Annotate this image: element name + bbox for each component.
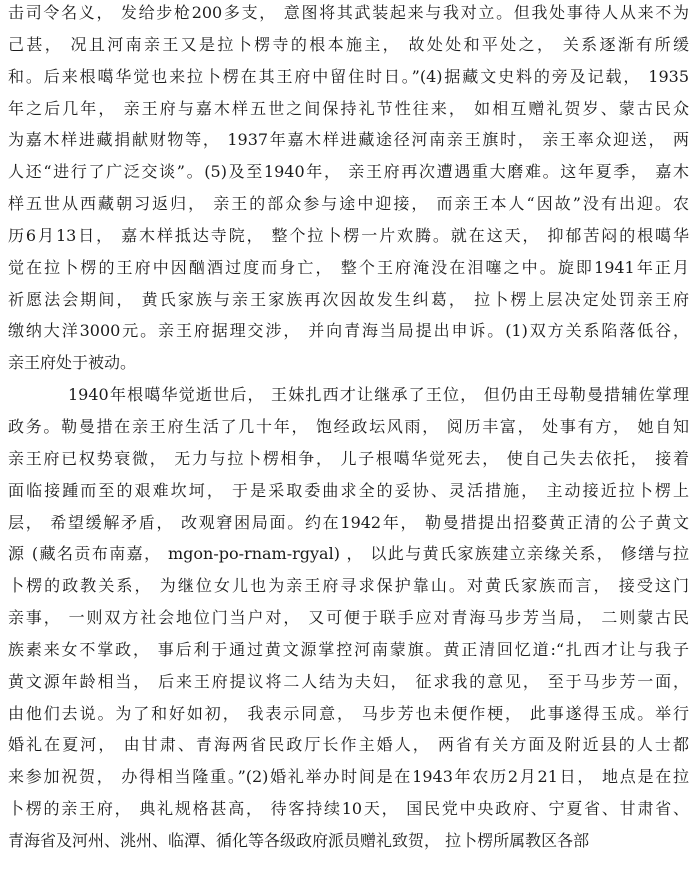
text-line: 政务。勒曼措在亲王府生活了几十年， 饱经政坛风雨， 阅历丰富， 处事有方， 她自知 bbox=[8, 416, 689, 436]
text-line: 青海省及河州、洮州、临潭、循化等各级政府派员赠礼致贺， 拉卜楞所属教区各部 bbox=[8, 830, 590, 850]
paragraph-1 bbox=[8, 0, 689, 379]
paragraph-2 bbox=[8, 379, 689, 857]
text-line: 己甚， 况且河南亲王又是拉卜楞寺的根本施主， 故处处和平处之， 关系逐渐有所缓 bbox=[8, 34, 689, 54]
text-line: 卜楞的政教关系， 为继位女儿也为亲王府寻求保护靠山。对黄氏家族而言， 接受这门 bbox=[8, 576, 689, 596]
text-line: 和。后来根噶华觉也来拉卜楞在其王府中留住时日。”(4)据藏文史料的旁及记载， 1935 bbox=[8, 66, 689, 86]
text-line: 由他们去说。为了和好如初， 我表示同意， 马步芳也未便作梗， 此事遂得玉成。举行 bbox=[8, 703, 689, 723]
text-line: 面临接踵而至的艰难坎坷， 于是采取委曲求全的妥协、灵活措施， 主动接近拉卜楞上 bbox=[8, 480, 689, 500]
text-line: 人还“进行了广泛交谈”。(5)及至1940年， 亲王府再次遭遇重大磨难。这年夏季， 嘉木 bbox=[8, 162, 689, 182]
text-line: 亲王府已权势衰微， 无力与拉卜楞相争， 儿子根噶华觉死去， 使自己失去依托， 接着 bbox=[8, 448, 689, 468]
text-line: 来参加祝贺， 办得相当隆重。”(2)婚礼举办时间是在1943年农历2月21日， 地点是在拉 bbox=[8, 767, 689, 787]
text-line: 黄文源年龄相当， 后来王府提议将二人结为夫妇， 征求我的意见， 至于马步芳一面， bbox=[8, 671, 689, 691]
text-line: 族素来女不掌政， 事后利于通过黄文源掌控河南蒙旗。黄正清回忆道:“扎西才让与我子 bbox=[8, 639, 689, 659]
text-line: 样五世从西藏朝习返归， 亲王的部众参与途中迎接， 而亲王本人“因故”没有出迎。农 bbox=[8, 194, 689, 214]
text-line: 觉在拉卜楞的王府中因酗酒过度而身亡， 整个王府淹没在泪噻之中。旋即1941年正月 bbox=[8, 257, 689, 277]
text-line: 层， 希望缓解矛盾， 改观窘困局面。约在1942年， 勒曼措提出招婺黄正清的公子黄文 bbox=[8, 512, 689, 532]
text-line: 1940年根噶华觉逝世后， 王妹扎西才让继承了王位， 但仍由王母勒曼措辅佐掌理 bbox=[68, 385, 689, 405]
document-body bbox=[8, 0, 689, 857]
text-line: 亲事， 一则双方社会地位门当户对， 又可便于联手应对青海马步芳当局， 二则蒙古民 bbox=[8, 608, 689, 628]
text-line: 婚礼在夏河， 由甘肃、青海两省民政厅长作主婚人， 两省有关方面及附近县的人士都 bbox=[8, 735, 689, 755]
text-line: 源 (藏名贡布南嘉， mgon-po-rnam-rgyal) ， 以此与黄氏家族建立亲缘关系， 修缮与拉 bbox=[8, 544, 689, 564]
text-line: 亲王府处于被动。 bbox=[8, 353, 137, 373]
text-line: 祈愿法会期间， 黄氏家族与亲王家族再次因故发生纠葛， 拉卜楞上层决定处罚亲王府 bbox=[8, 289, 689, 309]
text-line: 击司令名义， 发给步枪200多支， 意图将其武装起来与我对立。但我处事待人从来不为 bbox=[8, 3, 689, 22]
text-line: 卜楞的亲王府， 典礼规格甚高， 待客持续10天， 国民党中央政府、宁夏省、甘肃省、 bbox=[8, 799, 689, 819]
text-line: 年之后几年， 亲王府与嘉木样五世之间保持礼节性往来， 如相互赠礼贺岁、蒙古民众 bbox=[8, 98, 689, 118]
text-line: 缴纳大洋3000元。亲王府据理交涉， 并向青海当局提出申诉。(1)双方关系陷落低谷， bbox=[8, 321, 689, 341]
text-line: 为嘉木样进藏捐献财物等， 1937年嘉木样进藏途径河南亲王旗时， 亲王率众迎送， 两 bbox=[8, 130, 689, 150]
text-line: 历6月13日， 嘉木样抵达寺院， 整个拉卜楞一片欢腾。就在这天， 抑郁苦闷的根噶华 bbox=[8, 225, 689, 245]
